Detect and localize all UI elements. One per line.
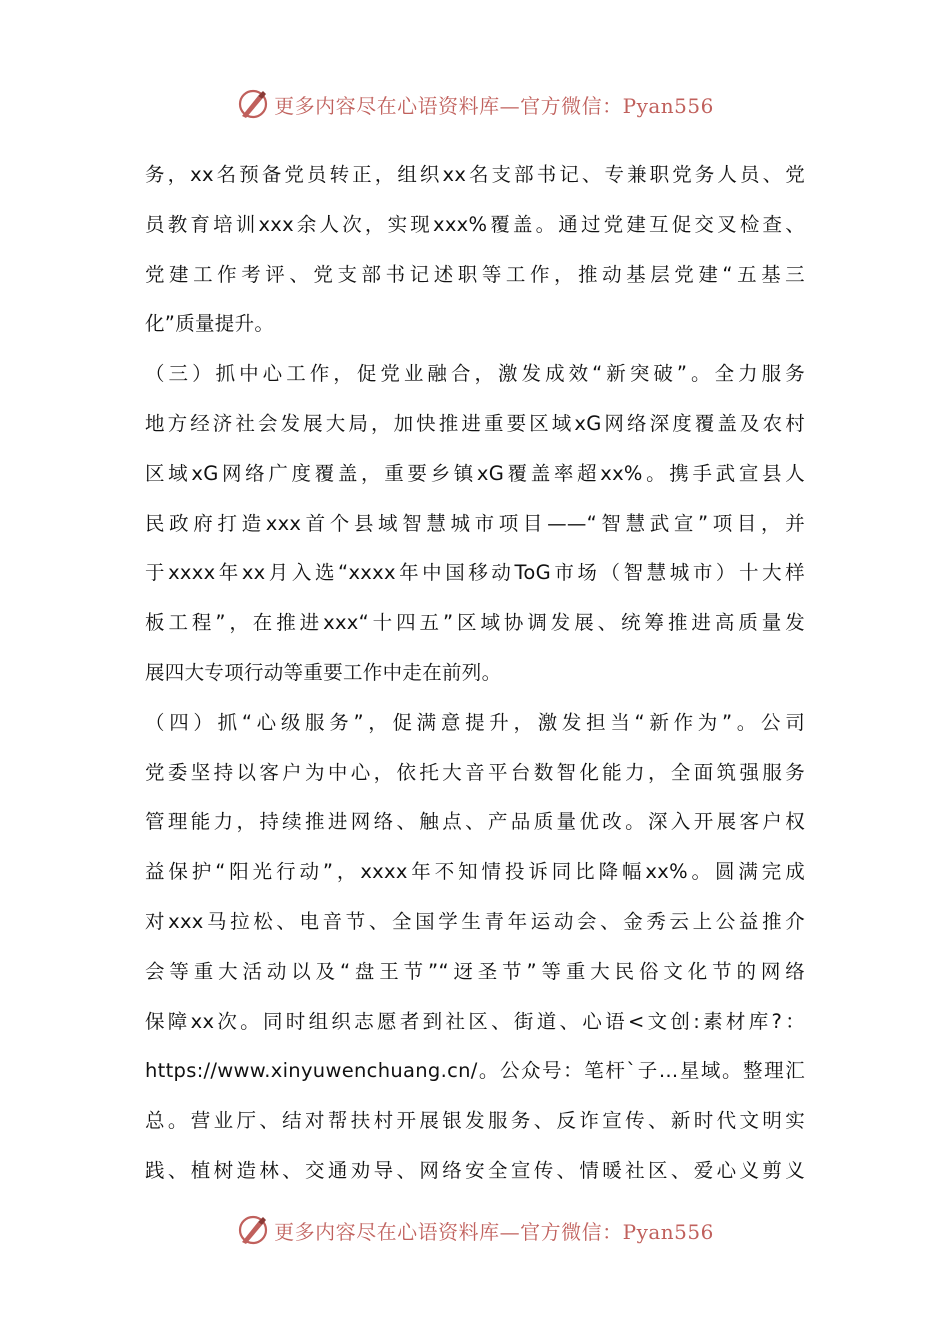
- text-line: 展四大专项行动等重要工作中走在前列。: [145, 660, 502, 684]
- document-body: [145, 150, 805, 1196]
- watermark-text: 更多内容尽在心语资料库—官方微信：Pyan556: [274, 1219, 714, 1244]
- text-line: https://www.xinyuwenchuang.cn/。公众号：笔杆`子…星域。整理汇: [145, 1059, 805, 1083]
- text-line: 务，xx名预备党员转正，组织xx名支部书记、专兼职党务人员、党: [145, 163, 805, 186]
- text-line: 党建工作考评、党支部书记述职等工作，推动基层党建“五基三: [145, 262, 805, 286]
- watermark-text: 更多内容尽在心语资料库—官方微信：Pyan556: [274, 93, 714, 118]
- text-line: 总。营业厅、结对帮扶村开展银发服务、反诈宣传、新时代文明实: [145, 1109, 805, 1133]
- text-line: （三）抓中心工作，促党业融合，激发成效“新突破”。全力服务: [145, 362, 805, 386]
- footer-watermark-banner: [0, 1210, 950, 1250]
- text-line: 对xxx马拉松、电音节、全国学生青年运动会、金秀云上公益推介: [145, 909, 805, 933]
- text-line: （四）抓“心级服务”，促满意提升，激发担当“新作为”。公司: [145, 710, 805, 734]
- text-line: 党委坚持以客户为中心，依托大音平台数智化能力，全面筑强服务: [145, 760, 805, 784]
- text-line: 化”质量提升。: [145, 312, 275, 336]
- header-watermark-banner: [0, 84, 950, 124]
- pen-logo-icon: [236, 1213, 270, 1247]
- text-line: 民政府打造xxx首个县域智慧城市项目——“智慧武宣”项目，并: [145, 511, 805, 535]
- text-line: 会等重大活动以及“盘王节”“迓圣节”等重大民俗文化节的网络: [145, 959, 805, 983]
- text-line: 于xxxx年xx月入选“xxxx年中国移动ToG市场（智慧城市）十大样: [145, 561, 805, 585]
- text-line: 益保护“阳光行动”，xxxx年不知情投诉同比降幅xx%。圆满完成: [145, 860, 805, 884]
- text-line: 地方经济社会发展大局，加快推进重要区域xG网络深度覆盖及农村: [145, 411, 805, 435]
- text-line: 管理能力，持续推进网络、触点、产品质量优改。深入开展客户权: [145, 810, 805, 834]
- text-line: 践、植树造林、交通劝导、网络安全宣传、情暖社区、爱心义剪义: [145, 1158, 805, 1182]
- text-line: 区域xG网络广度覆盖，重要乡镇xG覆盖率超xx%。携手武宣县人: [145, 461, 805, 485]
- text-line: 员教育培训xxx余人次，实现xxx%覆盖。通过党建互促交叉检查、: [145, 212, 805, 236]
- text-line: 板工程”，在推进xxx“十四五”区域协调发展、统筹推进高质量发: [145, 611, 805, 635]
- text-line: 保障xx次。同时组织志愿者到社区、街道、心语<文创:素材库?：: [145, 1009, 805, 1033]
- pen-logo-icon: [236, 87, 270, 121]
